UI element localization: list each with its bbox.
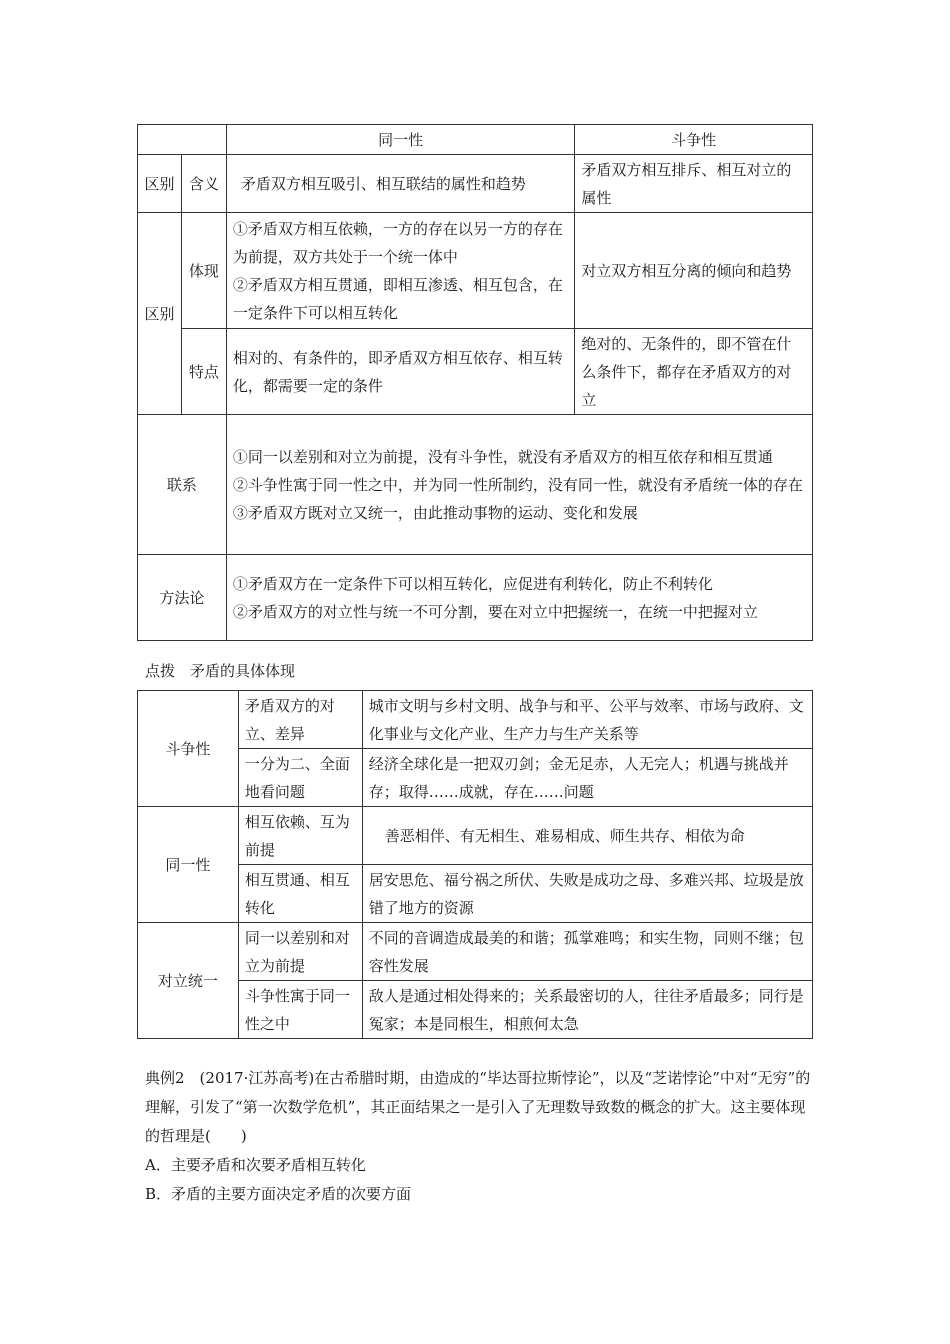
option-a[interactable]: A．主要矛盾和次要矛盾相互转化 (145, 1156, 366, 1174)
group-unity-label: 对立统一 (138, 923, 239, 1039)
manifestation-identity-item-2: ②矛盾双方相互贯通，即相互渗透、相互包含，在一定条件下可以相互转化 (232, 275, 563, 322)
unity-aspect-1: 同一以差别和对立为前提 (238, 923, 362, 981)
option-b[interactable]: B．矛盾的主要方面决定矛盾的次要方面 (145, 1185, 412, 1203)
table1-corner-cell (138, 125, 227, 155)
group-struggle-label: 斗争性 (138, 691, 239, 807)
contradiction-examples-table (137, 690, 813, 1039)
identity-struggle-table (137, 124, 813, 641)
struggle-examples-1: 城市文明与乡村文明、战争与和平、公平与效率、市场与政府、文化事业与文化产业、生产力与生产关系等 (362, 691, 812, 749)
methodology-item-1: ①矛盾双方在一定条件下可以相互转化，应促进有利转化，防止不利转化 (232, 574, 713, 593)
connection-item-1: ①同一以差别和对立为前提，没有斗争性，就没有矛盾双方的相互依存和相互贯通 (232, 447, 773, 466)
meaning-label: 含义 (181, 155, 226, 213)
feature-struggle: 绝对的、无条件的，即不管在什么条件下，都存在矛盾双方的对立 (575, 329, 813, 415)
unity-aspect-2: 斗争性寓于同一性之中 (238, 981, 362, 1039)
methodology-content (226, 555, 812, 641)
connection-label: 联系 (138, 415, 227, 555)
header-struggle: 斗争性 (575, 125, 813, 155)
header-identity: 同一性 (226, 125, 574, 155)
meaning-identity: 矛盾双方相互吸引、相互联结的属性和趋势 (226, 155, 574, 213)
methodology-label: 方法论 (138, 555, 227, 641)
group-identity-label: 同一性 (138, 807, 239, 923)
struggle-aspect-1: 矛盾双方的对立、差异 (238, 691, 362, 749)
methodology-item-2: ②矛盾双方的对立性与统一不可分割，要在对立中把握统一，在统一中把握对立 (232, 602, 758, 621)
manifestation-struggle: 对立双方相互分离的倾向和趋势 (575, 213, 813, 329)
struggle-aspect-2: 一分为二、全面地看问题 (238, 749, 362, 807)
manifestation-identity (226, 213, 574, 329)
identity-examples-2: 居安思危、福兮祸之所伏、失败是成功之母、多难兴邦、垃圾是放错了地方的资源 (362, 865, 812, 923)
unity-examples-2: 敌人是通过相处得来的；关系最密切的人，往往矛盾最多；同行是冤家；本是同根生，相煎何太急 (362, 981, 812, 1039)
feature-identity: 相对的、有条件的，即矛盾双方相互依存、相互转化，都需要一定的条件 (226, 329, 574, 415)
connection-content (226, 415, 812, 555)
struggle-examples-2: 经济全球化是一把双刃剑；金无足赤，人无完人；机遇与挑战并存；取得……成就，存在……问题 (362, 749, 812, 807)
meaning-struggle: 矛盾双方相互排斥、相互对立的属性 (575, 155, 813, 213)
example-question (145, 1064, 815, 1209)
connection-item-3: ③矛盾双方既对立又统一，由此推动事物的运动、变化和发展 (232, 503, 638, 522)
identity-aspect-2: 相互贯通、相互转化 (238, 865, 362, 923)
manifestation-identity-item-1: ①矛盾双方相互依赖，一方的存在以另一方的存在为前提，双方共处于一个统一体中 (232, 219, 563, 266)
identity-examples-1: 善恶相伴、有无相生、难易相成、师生共存、相依为命 (362, 807, 812, 865)
question-stem: 典例2 (2017·江苏高考)在古希腊时期，由造成的“毕达哥拉斯悖论”，以及“芝诺悖论”中对“无穷”的理解，引发了“第一次数学危机”，其正面结果之一是引入了无理数导致数的概念的扩大。这主要体现的哲理是( ) (145, 1069, 811, 1145)
feature-label: 特点 (181, 329, 226, 415)
manifestation-label: 体现 (181, 213, 226, 329)
unity-examples-1: 不同的音调造成最美的和谐；孤掌难鸣；和实生物，同则不继；包容性发展 (362, 923, 812, 981)
difference-label: 区别 (138, 213, 182, 415)
connection-item-2: ②斗争性寓于同一性之中，并为同一性所制约，没有同一性，就没有矛盾统一体的存在 (232, 475, 803, 494)
difference-label-top: 区别 (138, 155, 182, 213)
section-caption: 点拨 矛盾的具体体现 (145, 662, 296, 680)
identity-aspect-1: 相互依赖、互为前提 (238, 807, 362, 865)
